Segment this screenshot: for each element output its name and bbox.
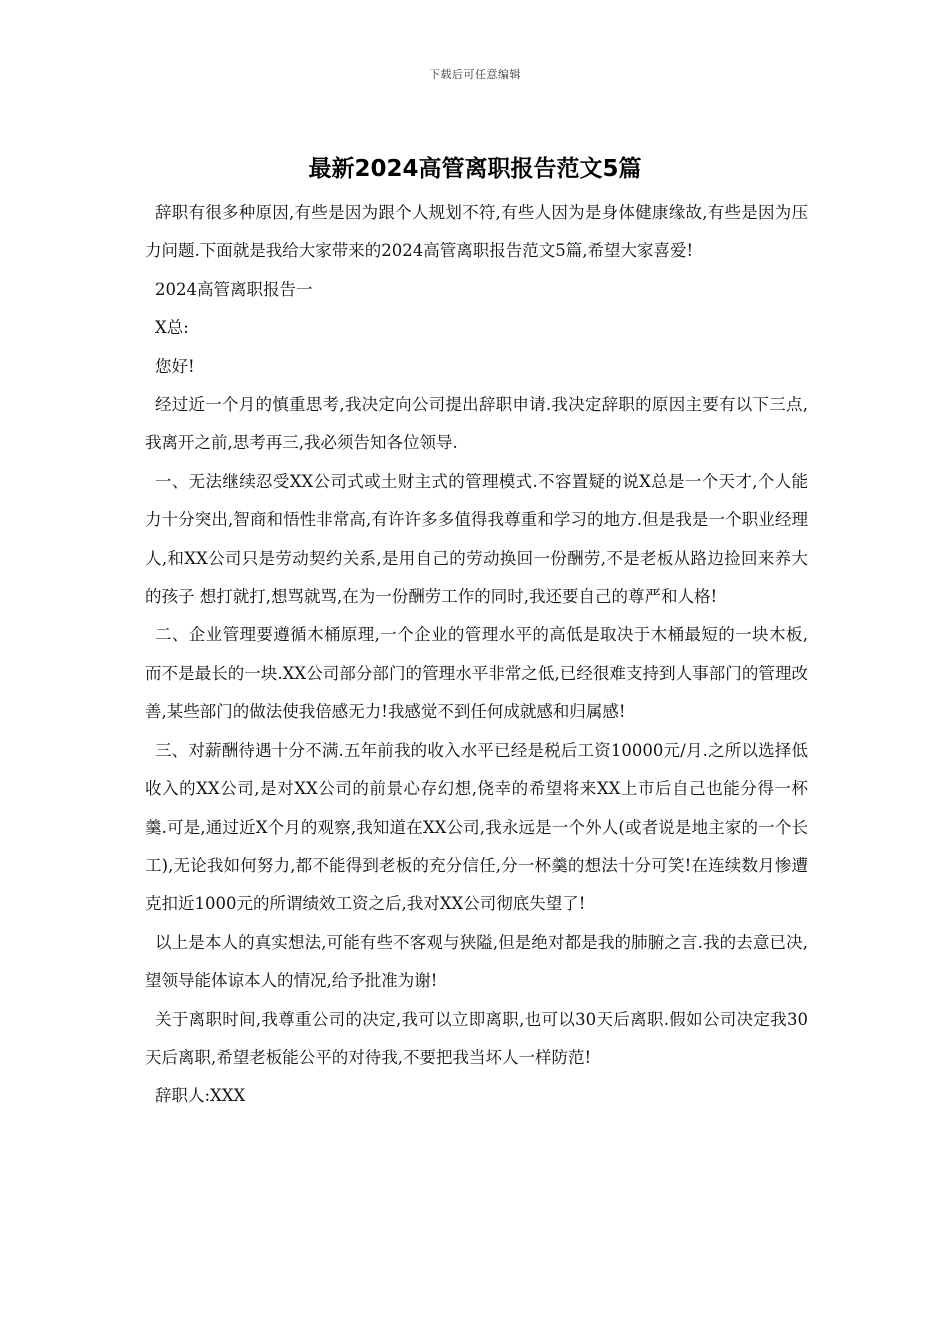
section-heading: 2024高管离职报告一 [155, 279, 313, 299]
page-header-note: 下载后可任意编辑 [429, 68, 521, 81]
conclusion-paragraph: 以上是本人的真实想法,可能有些不客观与狭隘,但是绝对都是我的肺腑之言.我的去意已决,望领导能体谅本人的情况,给予批准为谢! [145, 932, 808, 991]
document-body [145, 194, 808, 1116]
reason-three-paragraph: 三、对薪酬待遇十分不满.五年前我的收入水平已经是税后工资10000元/月.之所以选择低收入的XX公司,是对XX公司的前景心存幻想,侥幸的希望将来XX上市后自己也能分得一杯羹.可是,通过近X个月的观察,我知道在XX公司,我永远是一个外人(或者说是地主家的一个长工),无论我如何努力,都不能得到老板的充分信任,分一杯羹的想法十分可笑!在连续数月惨遭克扣近1000元的所谓绩效工资之后,我对XX公司彻底失望了! [145, 740, 808, 914]
document-title: 最新2024高管离职报告范文5篇 [308, 156, 642, 182]
signature: 辞职人:XXX [155, 1086, 246, 1106]
body-paragraph: 经过近一个月的慎重思考,我决定向公司提出辞职申请.我决定辞职的原因主要有以下三点,我离开之前,思考再三,我必须告知各位领导. [145, 395, 808, 453]
reason-one-paragraph: 一、无法继续忍受XX公司式或土财主式的管理模式.不容置疑的说X总是一个天才,个人能力十分突出,智商和悟性非常高,有许许多多值得我尊重和学习的地方.但是我是一个职业经理人,和XX公司只是劳动契约关系,是用自己的劳动换回一份酬劳,不是老板从路边捡回来养大的孩子 想打就打,想骂就骂,在为一份酬劳工作的同时,我还要自己的尊严和人格! [145, 471, 808, 607]
timing-paragraph: 关于离职时间,我尊重公司的决定,我可以立即离职,也可以30天后离职.假如公司决定我30天后离职,希望老板能公平的对待我,不要把我当坏人一样防范! [145, 1009, 808, 1067]
reason-two-paragraph: 二、企业管理要遵循木桶原理,一个企业的管理水平的高低是取决于木桶最短的一块木板,而不是最长的一块.XX公司部分部门的管理水平非常之低,已经很难支持到人事部门的管理改善,某些部门的做法使我倍感无力!我感觉不到任何成就感和归属感! [145, 625, 808, 722]
salutation: X总: [155, 318, 189, 338]
intro-paragraph: 辞职有很多种原因,有些是因为跟个人规划不符,有些人因为是身体健康缘故,有些是因为压力问题.下面就是我给大家带来的2024高管离职报告范文5篇,希望大家喜爱! [145, 203, 808, 261]
greeting: 您好! [155, 356, 195, 376]
